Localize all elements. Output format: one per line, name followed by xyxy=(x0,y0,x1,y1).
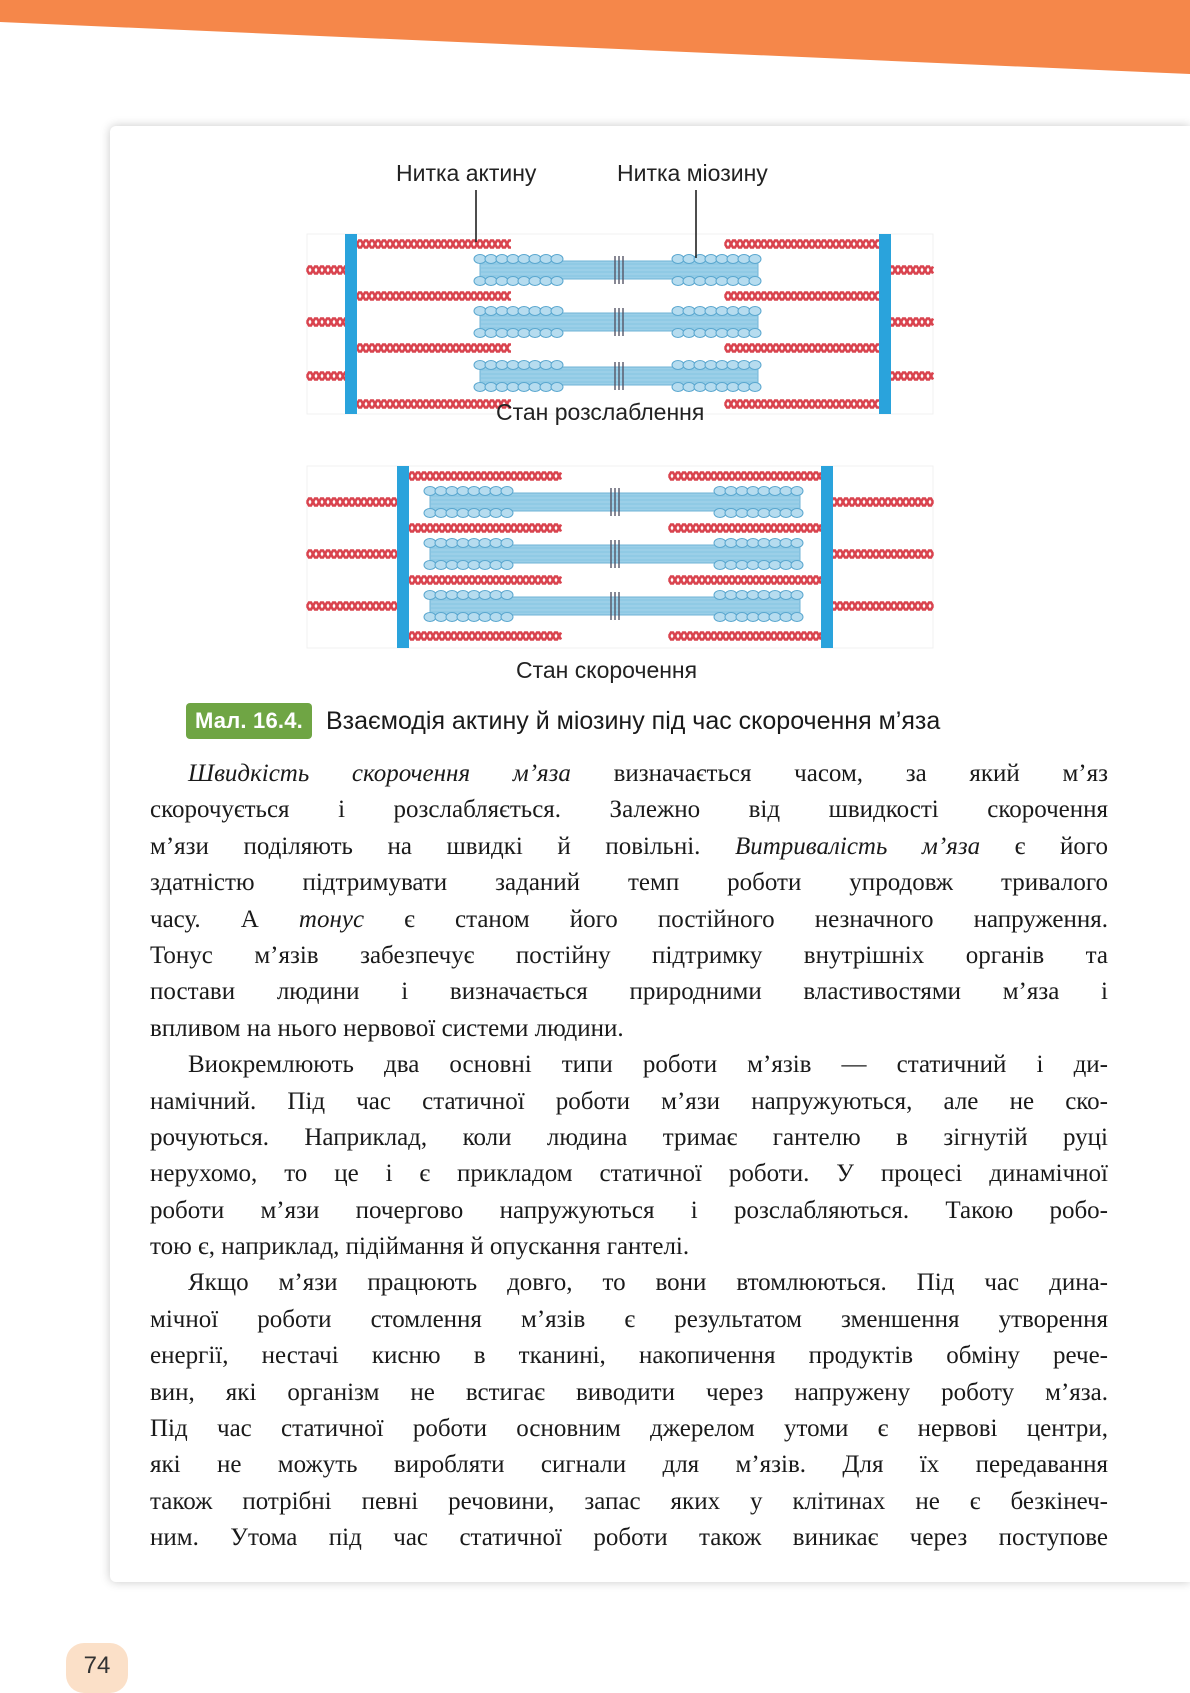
text-run: нерухомо, то це і є прикладом статичної роботи. У процесі динамічної xyxy=(150,1160,1108,1188)
caption-badge: Мал. 16.4. xyxy=(186,703,312,739)
text-run: мічної роботи стомлення м’язів є результатом зменшення утворення xyxy=(150,1305,1108,1333)
italic-term: Швидкість скорочення м’яза xyxy=(188,760,571,787)
relaxed-actin-right xyxy=(725,401,879,408)
relaxed-z-disc-left xyxy=(345,234,357,414)
text-run: скорочується і розслабляється. Залежно від швидкості скорочення xyxy=(150,796,1108,824)
text-line xyxy=(150,1156,1108,1192)
text-line xyxy=(150,1229,1108,1265)
paragraph xyxy=(150,756,1108,1047)
relaxed-actin-left xyxy=(357,241,511,248)
text-run: роботи м’язи почергово напружуються і розслабляються. Такою робо- xyxy=(150,1196,1108,1224)
text-run: ним. Утома під час статичної роботи також виникає через поступове xyxy=(150,1524,1108,1552)
text-run: які не можуть виробляти сигнали для м’язів. Для їх передавання xyxy=(150,1451,1108,1479)
text-line xyxy=(150,1011,1108,1047)
text-line xyxy=(150,1411,1108,1447)
contracted-z-disc-right xyxy=(821,466,833,648)
text-line xyxy=(150,1193,1108,1229)
text-line xyxy=(150,938,1108,974)
sarcomere-diagram xyxy=(110,126,1190,746)
page-number: 74 xyxy=(66,1643,128,1693)
relaxed-actin-right xyxy=(725,241,879,248)
text-line xyxy=(150,902,1108,938)
text-line xyxy=(150,1265,1108,1301)
figure-caption xyxy=(186,701,940,741)
text-run: впливом на нього нервової системи людини. xyxy=(150,1014,624,1042)
text-line xyxy=(150,829,1108,865)
text-run: Якщо м’язи працюють довго, то вони втомлюються. Під час дина- xyxy=(188,1269,1108,1297)
label-state-contracted: Стан скорочення xyxy=(516,657,698,683)
text-line xyxy=(150,1520,1108,1556)
relaxed-actin-left xyxy=(357,401,511,408)
paragraph xyxy=(150,1265,1108,1556)
text-run: Тонус м’язів забезпечує постійну підтримку внутрішніх органів та xyxy=(150,941,1108,969)
text-line xyxy=(150,1338,1108,1374)
text-line xyxy=(150,1302,1108,1338)
text-run: визначається часом, за який м’яз xyxy=(570,760,1108,787)
text-line xyxy=(150,974,1108,1010)
text-line xyxy=(150,865,1108,901)
relaxed-z-disc-right xyxy=(879,234,891,414)
italic-term: Витривалість м’яза xyxy=(734,832,981,860)
text-run: м’язи поділяють на швидкі й повільні. xyxy=(150,832,735,860)
text-line xyxy=(150,1047,1108,1083)
text-run: є станом його постійного незначного напруження. xyxy=(364,905,1108,933)
paragraph xyxy=(150,1047,1108,1265)
text-run: вин, які організм не встигає виводити через напружену роботу м’яза. xyxy=(150,1378,1108,1406)
page-card xyxy=(110,126,1190,1582)
text-line xyxy=(150,1084,1108,1120)
relaxed-actin-right xyxy=(725,293,879,300)
italic-term: тонус xyxy=(298,905,365,933)
label-state-relaxed: Стан розслаблення xyxy=(496,399,705,425)
top-orange-band xyxy=(0,0,1190,80)
text-run: Виокремлюють два основні типи роботи м’язів — статичний і ди- xyxy=(188,1051,1108,1079)
text-line xyxy=(150,756,1108,792)
text-run: намічний. Під час статичної роботи м’язи напружуються, але не ско- xyxy=(150,1087,1108,1115)
text-run: постави людини і визначається природними властивостями м’яза і xyxy=(150,978,1108,1006)
body-text xyxy=(150,756,1108,1557)
text-run: часу. А xyxy=(150,905,299,933)
label-actin: Нитка актину xyxy=(396,160,537,186)
text-line xyxy=(150,1447,1108,1483)
text-line xyxy=(150,1120,1108,1156)
text-run: здатністю підтримувати заданий темп роботи упродовж тривалого xyxy=(150,869,1108,897)
text-line xyxy=(150,1484,1108,1520)
caption-text: Взаємодія актину й міозину під час скорочення м’яза xyxy=(325,706,941,735)
text-line xyxy=(150,792,1108,828)
contracted-z-disc-left xyxy=(397,466,409,648)
label-myosin: Нитка міозину xyxy=(617,160,768,186)
relaxed-actin-left xyxy=(357,293,511,300)
text-run: рочуються. Наприклад, коли людина тримає гантелю в зігнутій руці xyxy=(150,1123,1108,1151)
text-run: Під час статичної роботи основним джерелом утоми є нервові центри, xyxy=(150,1415,1108,1443)
text-run: енергії, нестачі кисню в тканині, накопичення продуктів обміну рече- xyxy=(150,1342,1108,1370)
text-run: також потрібні певні речовини, запас яких у клітинах не є безкінеч- xyxy=(150,1487,1108,1515)
figure-actin-myosin xyxy=(110,126,1190,746)
text-run: тою є, наприклад, підіймання й опускання гантелі. xyxy=(150,1233,690,1261)
relaxed-actin-right xyxy=(725,345,879,352)
relaxed-actin-left xyxy=(357,345,511,352)
text-line xyxy=(150,1375,1108,1411)
text-run: є його xyxy=(980,832,1108,860)
